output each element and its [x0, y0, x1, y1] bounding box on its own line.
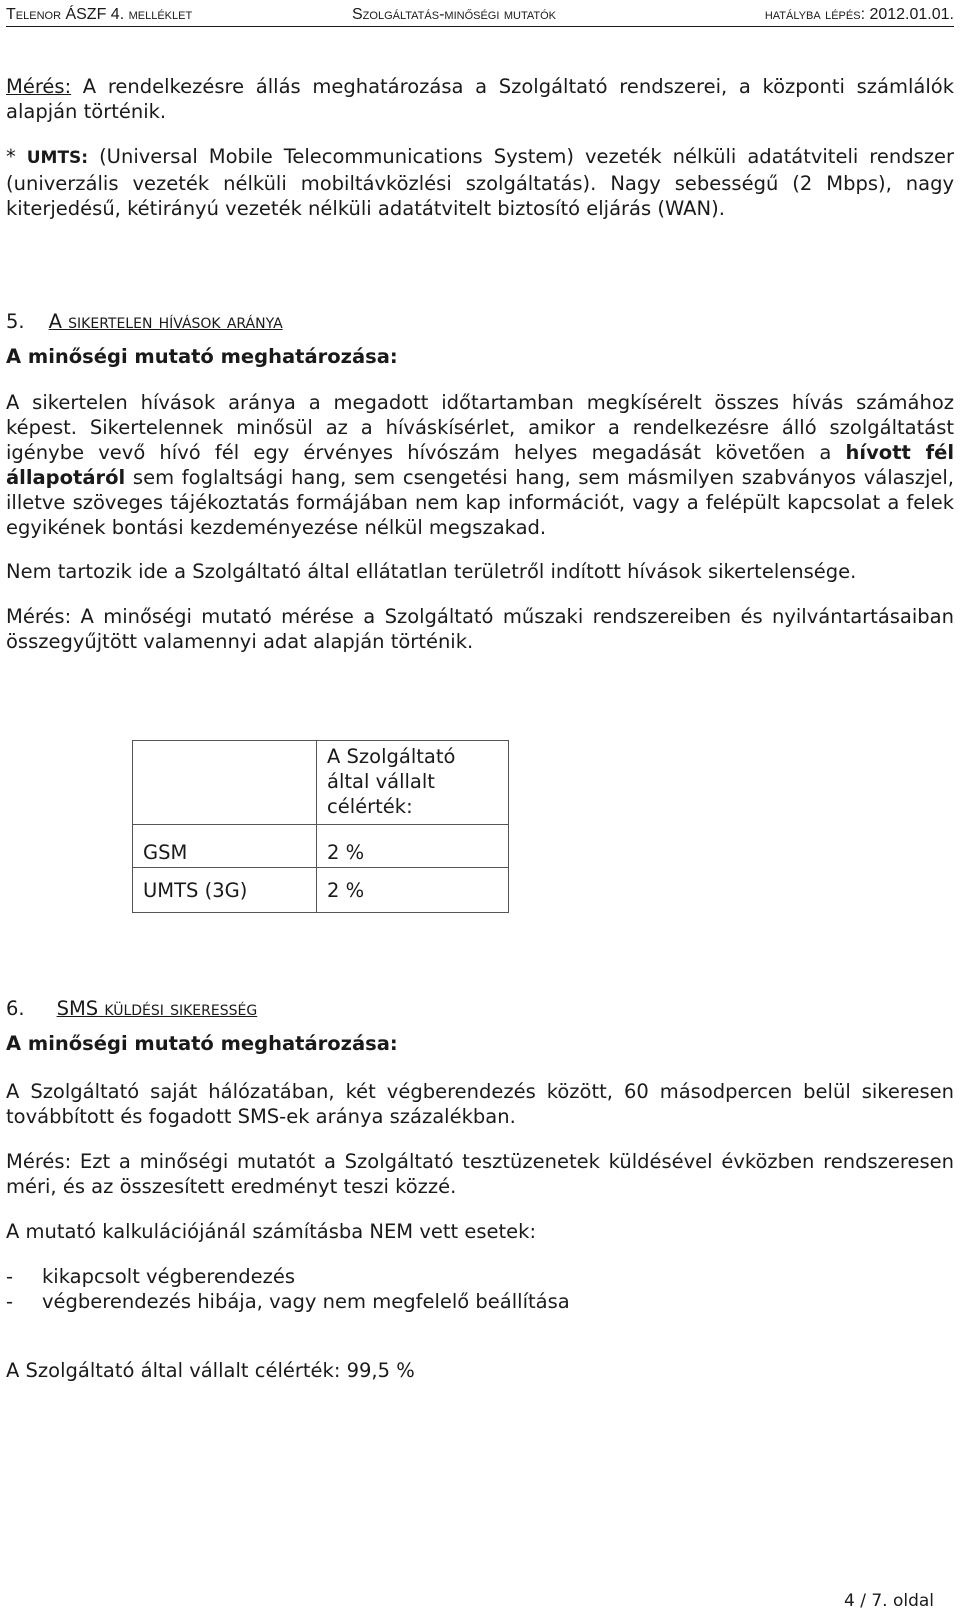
list-text: végberendezés hibája, vagy nem megfelelő beállítása — [42, 1290, 570, 1313]
section-6-measurement: Mérés: Ezt a minőségi mutatót a Szolgáltató tesztüzenetek küldésével évközben rendszeresen méri, és az összesített eredményt teszi közzé. — [6, 1150, 954, 1198]
page-number: 4 / 7. oldal — [843, 1591, 934, 1611]
section-6-title — [6, 996, 954, 1021]
header-left: Telenor ÁSZF 4. melléklet — [6, 6, 193, 23]
page-header — [6, 4, 954, 27]
definition-text-b: sem foglaltsági hang, sem csengetési hang, sem másmilyen szabványos válaszjel, illetve szöveges tájékoztatás formájában nem kap információt, vagy a felépült kapcsolat a felek egyikének bontási kezdeményezése nélkül megszakad. — [6, 466, 954, 539]
section-5-number: 5. — [6, 310, 25, 333]
definition-bold: hívott fél állapotáról — [6, 441, 954, 489]
measurement-paragraph — [6, 74, 954, 124]
table-row — [133, 868, 509, 913]
section-5-definition — [6, 390, 954, 540]
section-5-exclusion: Nem tartozik ide a Szolgáltató által ellátatlan területről indított hívások sikertelensége. — [6, 560, 857, 583]
table-header-empty — [133, 741, 317, 825]
section-5-measurement: Mérés: A minőségi mutató mérése a Szolgáltató műszaki rendszereiben és nyilvántartásaiban összegyűjtött valamennyi adat alapján történik. — [6, 605, 954, 653]
table-cell-value: 2 % — [317, 868, 509, 913]
umts-label: UMTS: — [26, 148, 89, 168]
list-dash: - — [6, 1265, 14, 1288]
list-text: kikapcsolt végberendezés — [42, 1265, 296, 1288]
target-table — [132, 740, 509, 913]
header-right: hatályba lépés: 2012.01.01. — [764, 6, 954, 23]
list-item — [6, 1289, 570, 1314]
table-cell-label: GSM — [133, 825, 317, 868]
umts-star: * — [6, 145, 27, 168]
table-header-row — [133, 741, 509, 825]
section-6-number: 6. — [6, 997, 25, 1020]
measurement-text: A rendelkezésre állás meghatározása a Szolgáltató rendszerei, a központi számlálók alapján történik. — [6, 75, 954, 123]
header-middle: Szolgáltatás-minőségi mutatók — [352, 6, 556, 23]
section-6-title-rest: küldési sikeresség — [98, 997, 258, 1020]
table-header-target: A Szolgáltató által vállalt célérték: — [317, 741, 509, 825]
section-6-title-sms: SMS — [56, 997, 99, 1020]
table-cell-label: UMTS (3G) — [133, 868, 317, 913]
definition-text-a: A sikertelen hívások aránya a megadott időtartamban megkísérelt összes hívás számához képest. Sikertelennek minősül az a híváskísérlet, amikor a rendelkezésre álló szolgáltatást igénybe vevő hívó fél egy érvényes hívószám helyes megadását követően a — [6, 391, 954, 464]
section-6-target: A Szolgáltató által vállalt célérték: 99,5 % — [6, 1359, 415, 1382]
umts-footnote — [6, 144, 954, 221]
table-row — [133, 825, 509, 868]
measurement-label: Mérés: — [6, 75, 72, 98]
section-5-title — [6, 309, 954, 334]
section-6-definition: A Szolgáltató saját hálózatában, két végberendezés között, 60 másodpercen belül sikeresen továbbított és fogadott SMS-ek aránya százalékban. — [6, 1080, 954, 1128]
table-cell-value: 2 % — [317, 825, 509, 868]
section-6-subheading: A minőségi mutató meghatározása: — [6, 1032, 398, 1055]
section-5-title-text: A sikertelen hívások aránya — [48, 310, 283, 333]
section-6-excluded-cases: A mutató kalkulációjánál számításba NEM vett esetek: — [6, 1220, 537, 1243]
section-5-subheading: A minőségi mutató meghatározása: — [6, 345, 398, 368]
umts-text: (Universal Mobile Telecommunications System) vezeték nélküli adatátviteli rendszer (univerzális vezeték nélküli mobiltávközlési szolgáltatás). Nagy sebességű (2 Mbps), nagy kiterjedésű, kétirányú vezeték nélküli adatátvitelt biztosító eljárás (WAN). — [6, 145, 954, 220]
list-dash: - — [6, 1290, 14, 1313]
list-item — [6, 1264, 295, 1289]
